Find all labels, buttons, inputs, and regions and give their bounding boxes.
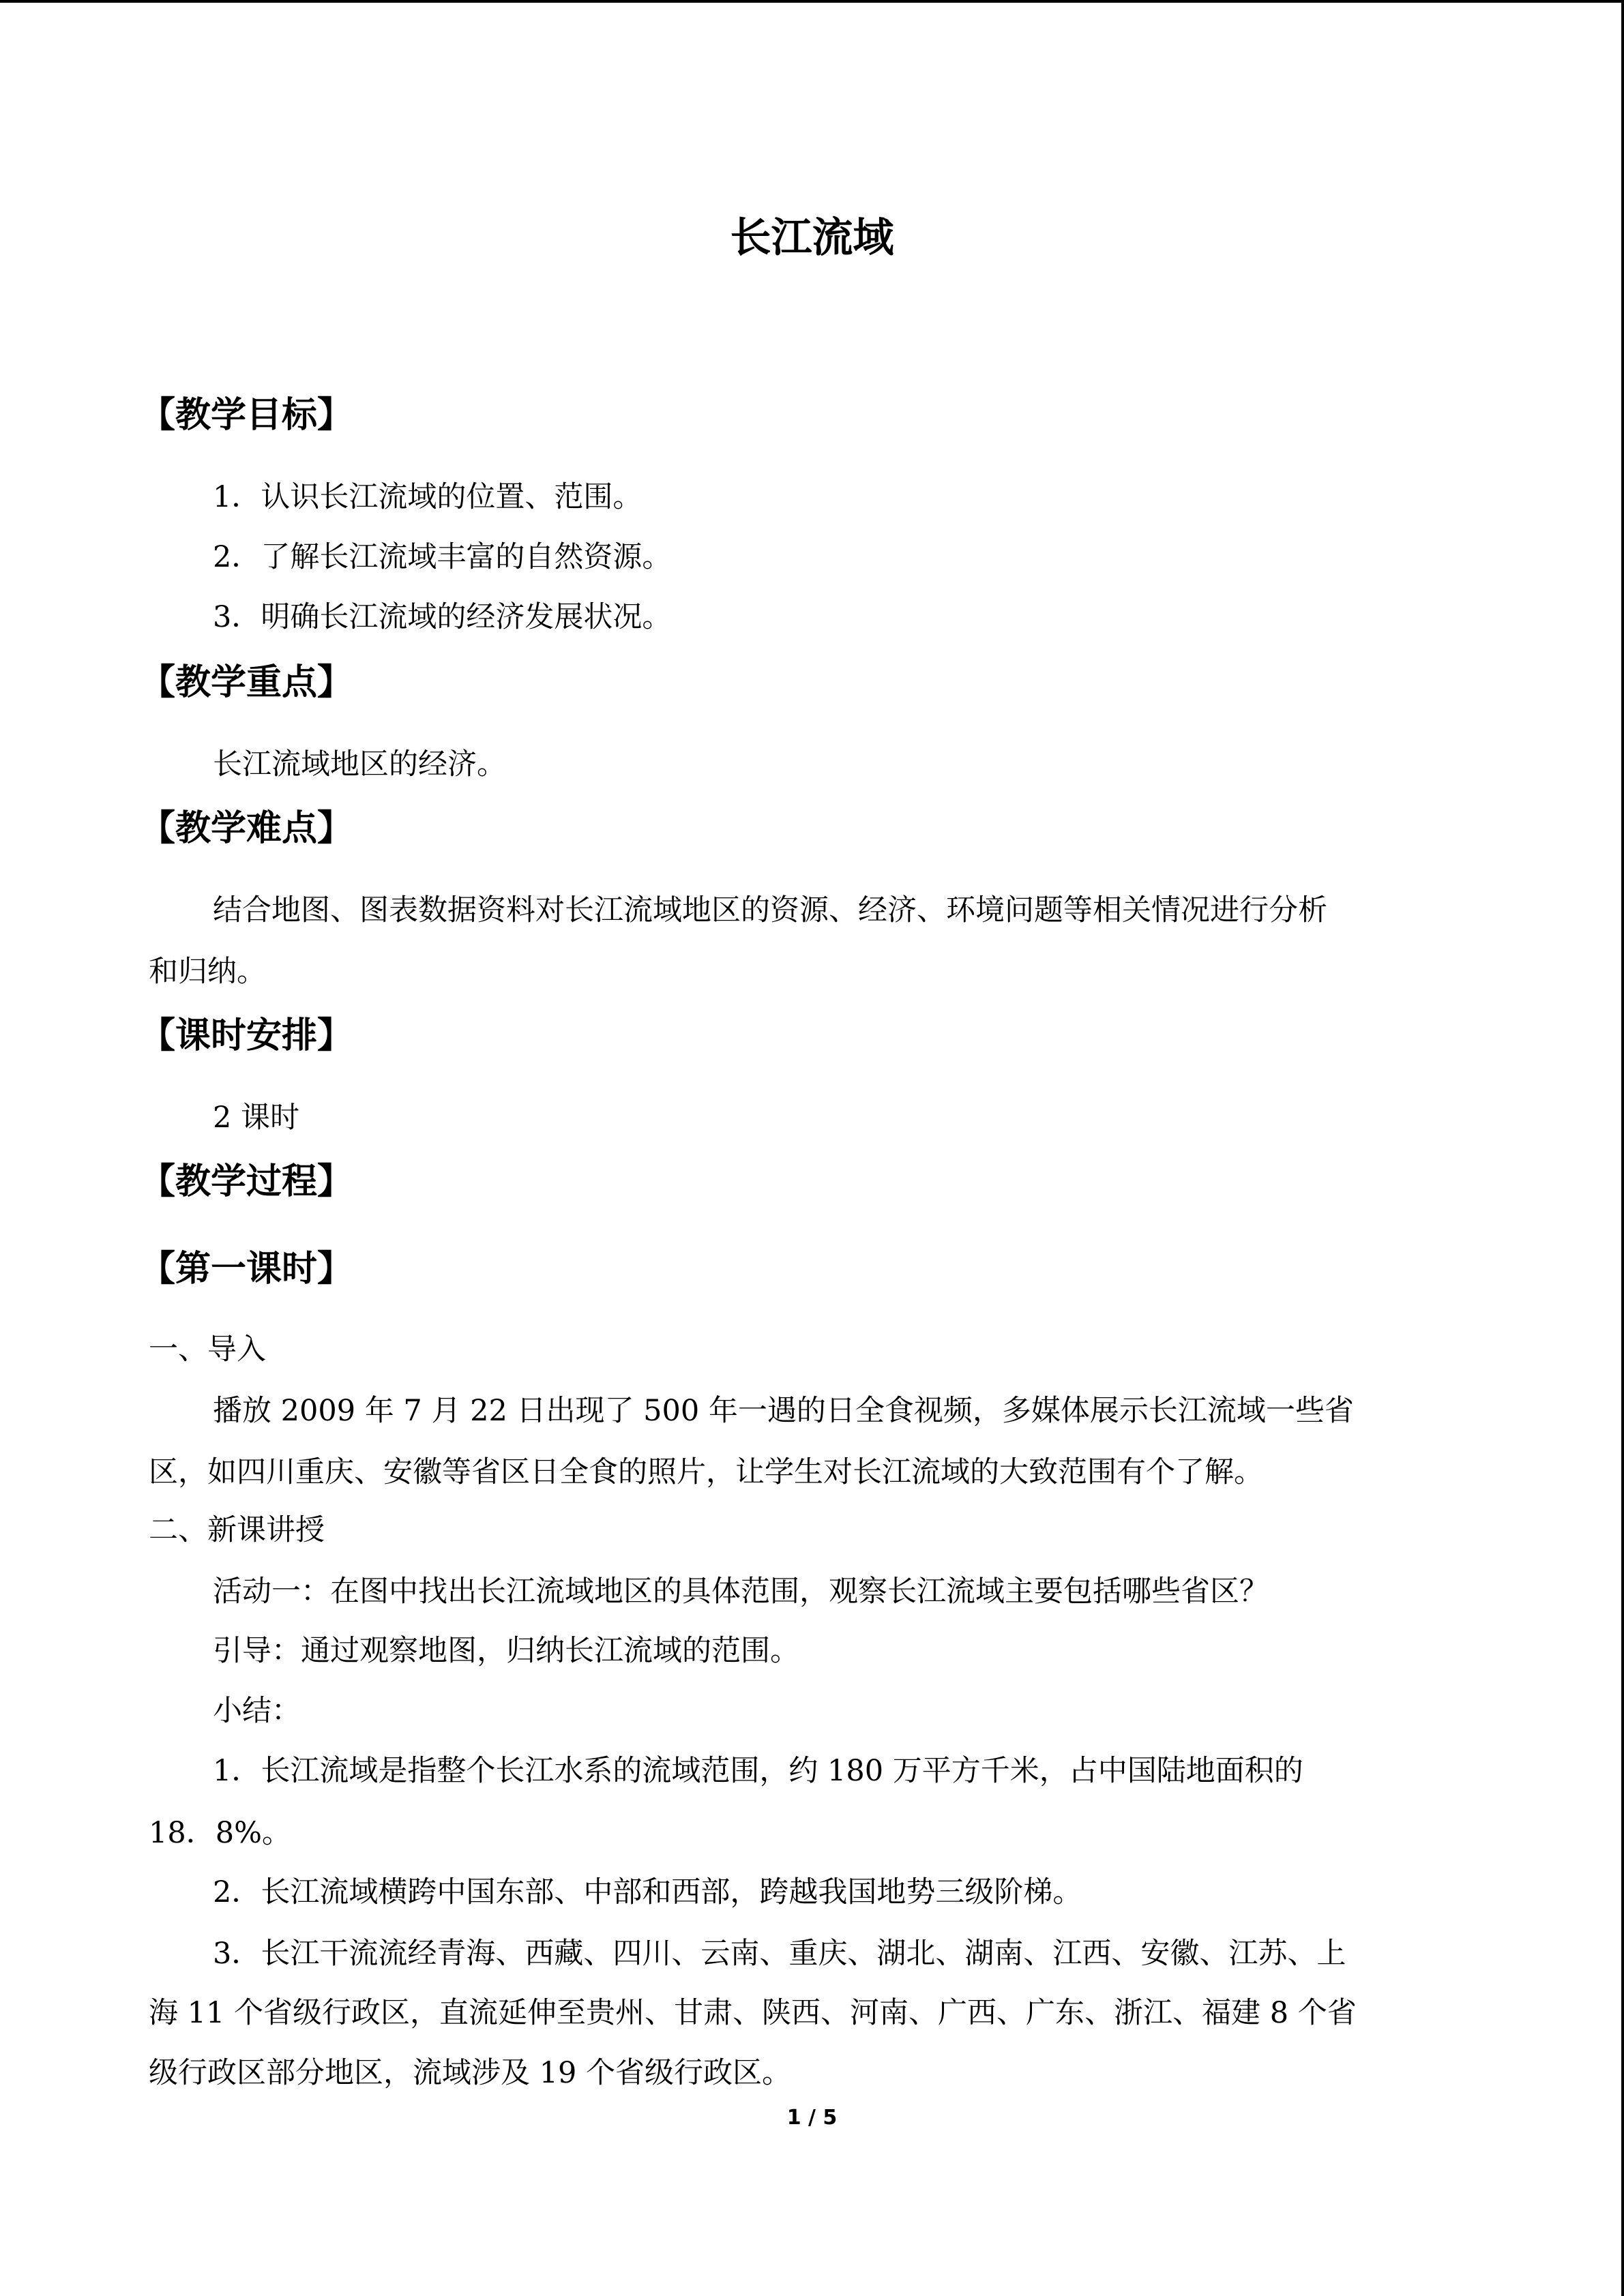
summary-3-line-3: 级行政区部分地区，流域涉及 19 个省级行政区。 [149,2056,792,2090]
intro-line-1: 播放 2009 年 7 月 22 日出现了 500 年一遇的日全食视频，多媒体展示长江流域一些省 [213,1394,1354,1428]
summary-3-line-2: 海 11 个省级行政区，直流延伸至贵州、甘肃、陕西、河南、广西、广东、浙江、福建 8 个省 [149,1996,1357,2030]
summary-1-line-2: 18．8%。 [149,1816,291,1850]
summary-1-line-1: 1．长江流域是指整个长江水系的流域范围，约 180 万平方千米，占中国陆地面积的 [213,1754,1303,1788]
intro-label: 一、导入 [149,1332,266,1367]
summary-3-line-1: 3．长江干流流经青海、西藏、四川、云南、重庆、湖北、湖南、江西、安徽、江苏、上 [213,1937,1346,1971]
heading-difficulties: 【教学难点】 [140,808,353,849]
new-lesson-label: 二、新课讲授 [149,1513,325,1547]
heading-first-lesson: 【第一课时】 [140,1249,353,1289]
intro-line-2: 区，如四川重庆、安徽等省区日全食的照片，让学生对长江流域的大致范围有个了解。 [149,1455,1263,1489]
page-number: 1 / 5 [786,2106,838,2130]
objective-item-2: 2．了解长江流域丰富的自然资源。 [213,540,672,574]
summary-label: 小结： [213,1694,301,1728]
summary-2-text: 2．长江流域横跨中国东部、中部和西部，跨越我国地势三级阶梯。 [213,1875,1082,1909]
heading-process: 【教学过程】 [140,1161,353,1202]
heading-key-points: 【教学重点】 [140,662,353,703]
difficulties-line-2: 和归纳。 [149,955,266,989]
objective-item-1: 1．认识长江流域的位置、范围。 [213,480,643,514]
guide-text: 引导：通过观察地图，归纳长江流域的范围。 [213,1634,799,1668]
schedule-text: 2 课时 [213,1101,300,1135]
objective-item-3: 3．明确长江流域的经济发展状况。 [213,600,672,634]
document-title: 长江流域 [730,214,894,262]
key-points-text: 长江流域地区的经济。 [213,747,506,781]
heading-schedule: 【课时安排】 [140,1015,353,1056]
heading-objectives: 【教学目标】 [140,395,353,436]
difficulties-line-1: 结合地图、图表数据资料对长江流域地区的资源、经济、环境问题等相关情况进行分析 [213,893,1327,927]
activity-text: 活动一：在图中找出长江流域地区的具体范围，观察长江流域主要包括哪些省区？ [213,1575,1269,1609]
